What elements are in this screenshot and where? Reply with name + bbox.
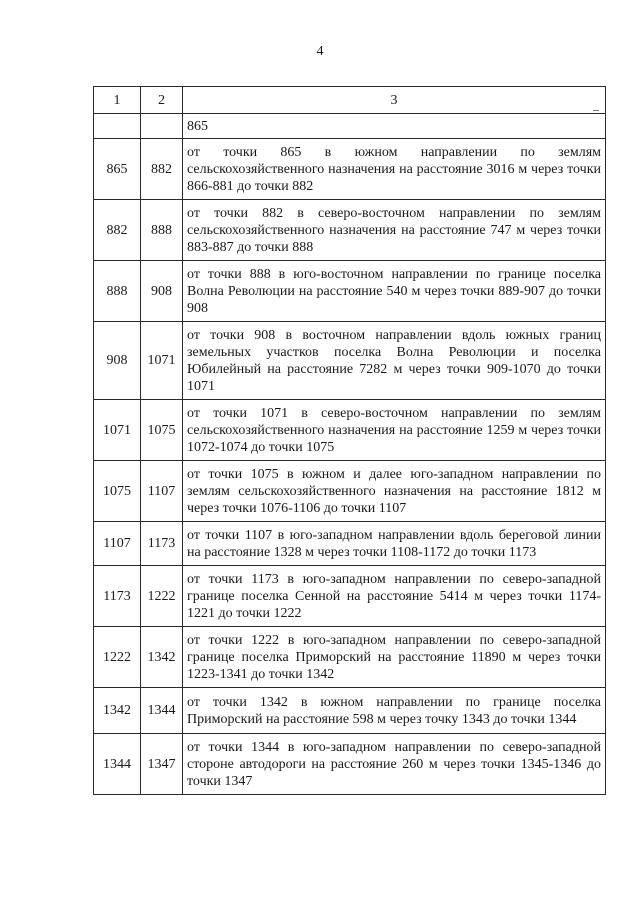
table-row bbox=[94, 734, 606, 795]
cell-from: 908 bbox=[94, 322, 141, 400]
cell-description: от точки 1342 в южном направлении по границе поселка Приморский на расстояние 598 м через точку 1343 до точки 1344 bbox=[183, 688, 606, 734]
cell-from: 1222 bbox=[94, 627, 141, 688]
cell-from: 882 bbox=[94, 200, 141, 261]
cell-from: 888 bbox=[94, 261, 141, 322]
cell-to: 1347 bbox=[141, 734, 183, 795]
cell-to: 1107 bbox=[141, 461, 183, 522]
cell-from: 865 bbox=[94, 139, 141, 200]
cell-to: 1173 bbox=[141, 522, 183, 566]
cell-description: 865 bbox=[183, 114, 606, 139]
cell-from: 1075 bbox=[94, 461, 141, 522]
cell-description: от точки 1071 в северо-восточном направлении по землям сельскохозяйственного назначения на расстояние 1259 м через точки 1072-1074 до точки 1075 bbox=[183, 400, 606, 461]
cell-description: от точки 1173 в юго-западном направлении по северо-западной границе поселка Сенной на расстояние 5414 м через точки 1174-1221 до точки 1222 bbox=[183, 566, 606, 627]
table-row bbox=[94, 461, 606, 522]
cell-from: 1107 bbox=[94, 522, 141, 566]
table-row bbox=[94, 200, 606, 261]
page-number: 4 bbox=[316, 44, 324, 59]
cell-from: 1342 bbox=[94, 688, 141, 734]
header-col-3-label: 3 bbox=[390, 92, 398, 108]
header-col-1: 1 bbox=[94, 87, 141, 114]
cell-from: 1071 bbox=[94, 400, 141, 461]
cell-description: от точки 888 в юго-восточном направлении по границе поселка Волна Революции на расстояние 540 м через точки 889-907 до точки 908 bbox=[183, 261, 606, 322]
table-row bbox=[94, 322, 606, 400]
cell-to: 882 bbox=[141, 139, 183, 200]
header-col-2: 2 bbox=[141, 87, 183, 114]
cell-to: 1071 bbox=[141, 322, 183, 400]
table-row bbox=[94, 566, 606, 627]
table-row bbox=[94, 400, 606, 461]
cell-from: 1173 bbox=[94, 566, 141, 627]
cell-to: 1342 bbox=[141, 627, 183, 688]
cell-description: от точки 882 в северо-восточном направлении по землям сельскохозяйственного назначения на расстояние 747 м через точки 883-887 до точки 888 bbox=[183, 200, 606, 261]
cell-to bbox=[141, 114, 183, 139]
table-header-row bbox=[94, 87, 606, 114]
cell-from: 1344 bbox=[94, 734, 141, 795]
cell-to: 1222 bbox=[141, 566, 183, 627]
cell-description: от точки 865 в южном направлении по землям сельскохозяйственного назначения на расстояние 3016 м через точки 866-881 до точки 882 bbox=[183, 139, 606, 200]
cell-to: 908 bbox=[141, 261, 183, 322]
table-row bbox=[94, 139, 606, 200]
cell-description: от точки 908 в восточном направлении вдоль южных границ земельных участков поселка Волна Революции и поселка Юбилейный на расстояние 7282 м через точки 909-1070 до точки 1071 bbox=[183, 322, 606, 400]
cell-description: от точки 1075 в южном и далее юго-западном направлении по землям сельскохозяйственного назначения на расстояние 1812 м через точки 1076-1106 до точки 1107 bbox=[183, 461, 606, 522]
header-dash-mark: – bbox=[593, 102, 599, 116]
table-row bbox=[94, 627, 606, 688]
table-row bbox=[94, 688, 606, 734]
table-row bbox=[94, 261, 606, 322]
cell-description: от точки 1222 в юго-западном направлении по северо-западной границе поселка Приморский на расстояние 11890 м через точки 1223-1341 до точки 1342 bbox=[183, 627, 606, 688]
table-row bbox=[94, 522, 606, 566]
boundary-table bbox=[93, 86, 606, 795]
header-col-3 bbox=[183, 87, 606, 114]
cell-to: 1075 bbox=[141, 400, 183, 461]
cell-to: 888 bbox=[141, 200, 183, 261]
cell-from bbox=[94, 114, 141, 139]
cell-description: от точки 1107 в юго-западном направлении вдоль береговой линии на расстояние 1328 м через точки 1108-1172 до точки 1173 bbox=[183, 522, 606, 566]
cell-to: 1344 bbox=[141, 688, 183, 734]
table-row-continuation bbox=[94, 114, 606, 139]
cell-description: от точки 1344 в юго-западном направлении по северо-западной стороне автодороги на расстояние 260 м через точки 1345-1346 до точки 1347 bbox=[183, 734, 606, 795]
